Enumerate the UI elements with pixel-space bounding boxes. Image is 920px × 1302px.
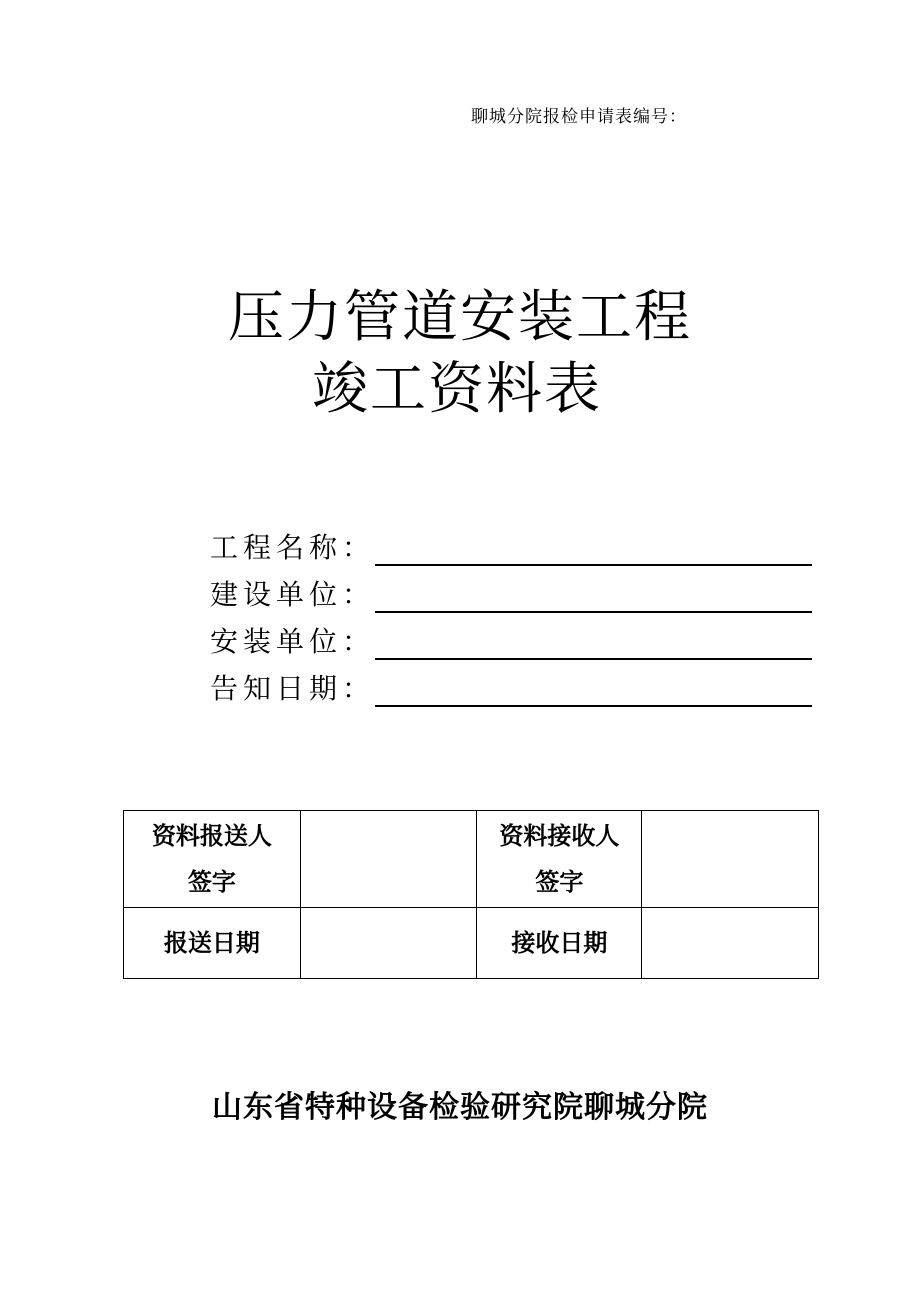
notification-date-blank-line[interactable]	[375, 705, 812, 707]
notification-date-label: 告知日期：	[210, 672, 376, 705]
construction-unit-label: 建设单位：	[210, 578, 376, 611]
construction-unit-blank-line[interactable]	[375, 611, 812, 613]
organization-name: 山东省特种设备检验研究院聊城分院	[212, 1090, 708, 1125]
signature-table	[123, 810, 819, 979]
document-title-line-2: 竣工资料表	[312, 357, 602, 422]
project-name-field	[210, 528, 812, 568]
receiver-signature-label-cell	[477, 811, 642, 908]
sender-signature-label-cell	[124, 811, 301, 908]
receive-date-label: 接收日期	[477, 908, 642, 979]
table-row	[124, 908, 819, 979]
notification-date-field	[210, 669, 812, 709]
installation-unit-blank-line[interactable]	[375, 658, 812, 660]
application-number-label: 聊城分院报检申请表编号：	[471, 107, 687, 127]
project-name-label: 工程名称：	[210, 531, 376, 564]
receive-date-cell[interactable]	[642, 908, 819, 979]
sender-signature-label-line-2: 签字	[187, 868, 236, 896]
installation-unit-label: 安装单位：	[210, 625, 376, 658]
receiver-signature-cell[interactable]	[642, 811, 819, 908]
receiver-signature-label-line-2: 签字	[535, 868, 584, 896]
table-row	[124, 811, 819, 908]
project-name-blank-line[interactable]	[375, 564, 812, 566]
send-date-label: 报送日期	[124, 908, 301, 979]
sender-signature-label-line-1: 资料报送人	[151, 822, 272, 850]
installation-unit-field	[210, 622, 812, 662]
receiver-signature-label-line-1: 资料接收人	[499, 822, 620, 850]
sender-signature-cell[interactable]	[300, 811, 477, 908]
send-date-cell[interactable]	[300, 908, 477, 979]
document-title-line-1: 压力管道安装工程	[228, 285, 692, 350]
construction-unit-field	[210, 575, 812, 615]
